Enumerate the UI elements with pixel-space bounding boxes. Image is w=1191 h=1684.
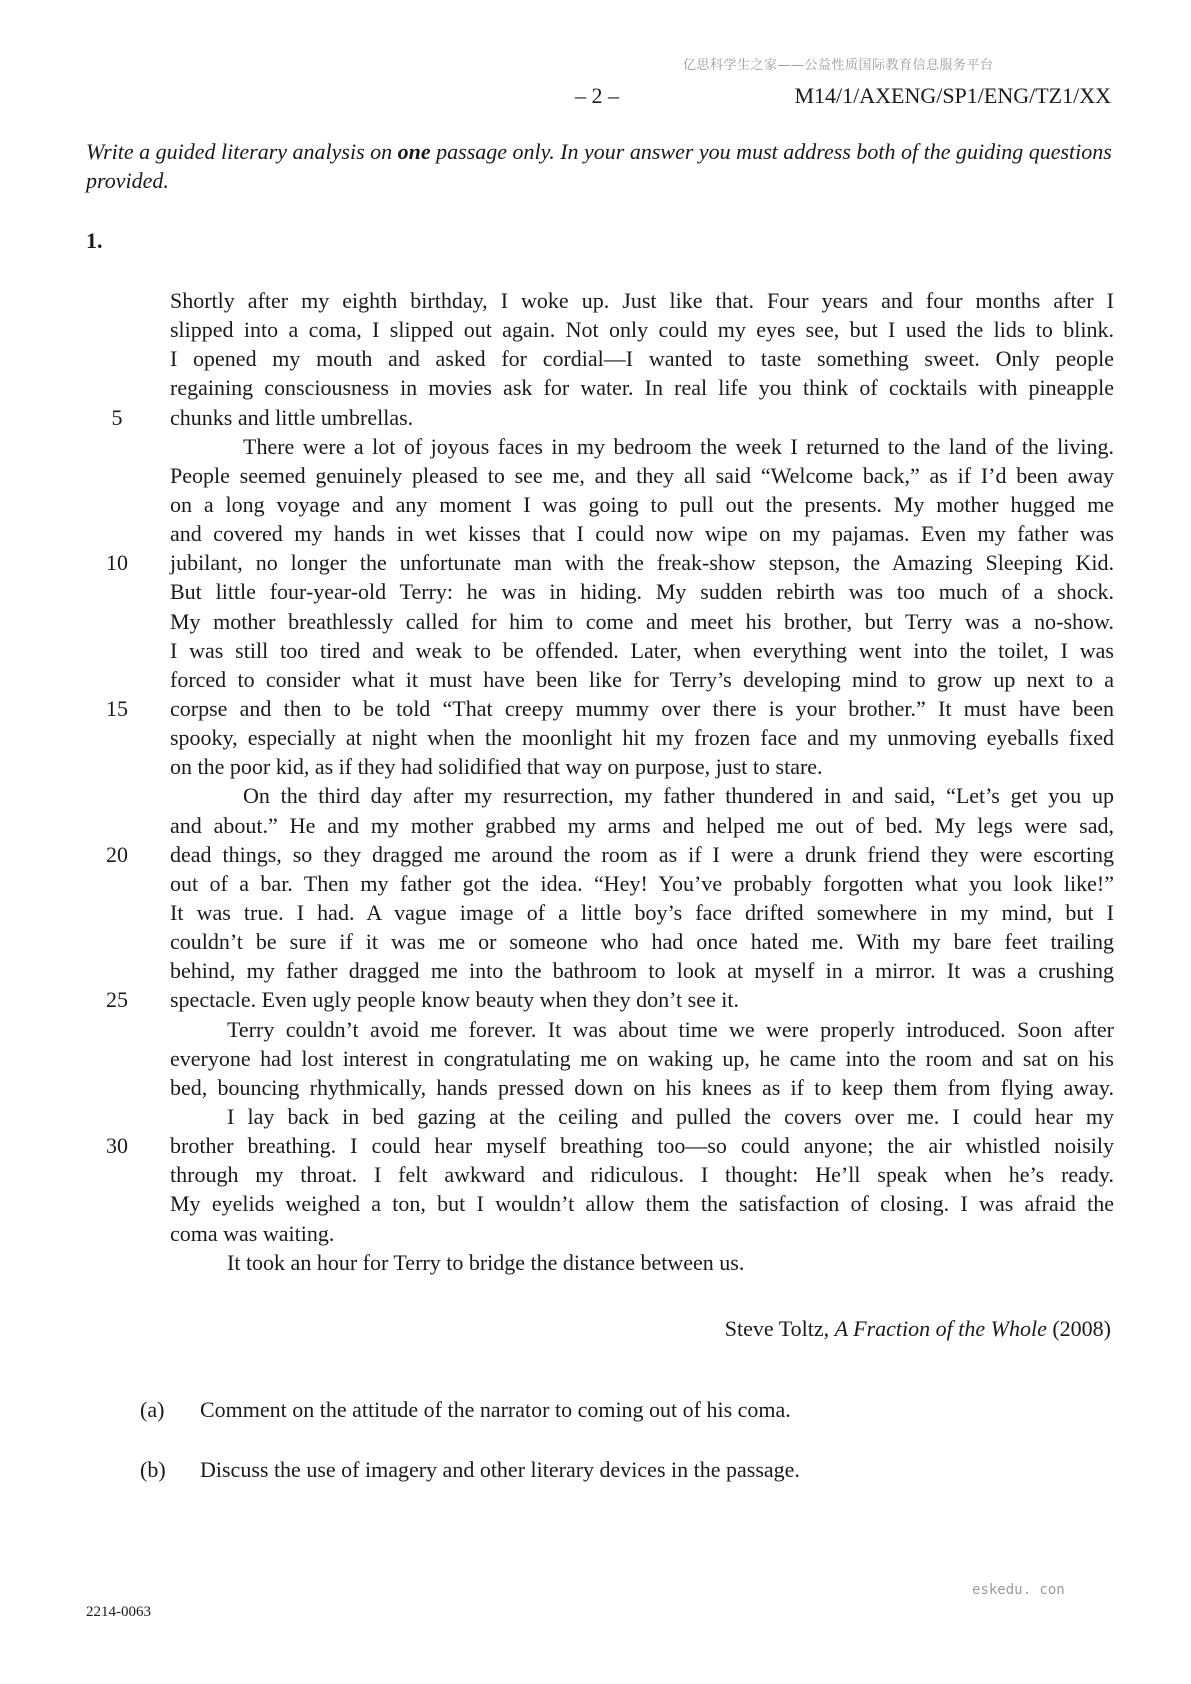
passage-line bbox=[170, 315, 1114, 344]
line-text: jubilant, no longer the unfortunate man with the freak-show stepson, the Amazing Sleeping Kid. bbox=[170, 550, 1114, 576]
passage-line bbox=[170, 1102, 1114, 1131]
footer-watermark: eskedu. con bbox=[972, 1582, 1065, 1598]
line-text: regaining consciousness in movies ask for water. In real life you think of cocktails with pineapple bbox=[170, 375, 1114, 401]
passage-line bbox=[170, 1073, 1114, 1102]
instructions-before: Write a guided literary analysis on bbox=[86, 139, 398, 164]
line-text: Terry couldn’t avoid me forever. It was about time we were properly introduced. Soon after bbox=[227, 1016, 1114, 1042]
page-number: – 2 – bbox=[575, 83, 619, 108]
line-text: spectacle. Even ugly people know beauty when they don’t see it. bbox=[170, 987, 739, 1013]
paper-code: M14/1/AXENG/SP1/ENG/TZ1/XX bbox=[794, 83, 1111, 108]
line-text: My mother breathlessly called for him to come and meet his brother, but Terry was a no-show. bbox=[170, 608, 1114, 634]
attribution-year: (2008) bbox=[1046, 1316, 1111, 1341]
attribution bbox=[725, 1316, 1111, 1342]
line-text: out of a bar. Then my father got the idea. “Hey! You’ve probably forgotten what you look like!” bbox=[170, 870, 1114, 896]
passage-line bbox=[106, 840, 1114, 869]
line-text: I lay back in bed gazing at the ceiling and pulled the covers over me. I could hear my bbox=[227, 1103, 1114, 1129]
passage-line bbox=[170, 781, 1114, 810]
line-text: coma was waiting. bbox=[170, 1220, 335, 1246]
passage-line bbox=[170, 811, 1114, 840]
passage-line bbox=[170, 577, 1114, 606]
line-text: forced to consider what it must have been like for Terry’s developing mind to grow up next to a bbox=[170, 666, 1114, 692]
passage-line bbox=[170, 869, 1114, 898]
passage-line bbox=[170, 519, 1114, 548]
line-text: through my throat. I felt awkward and ridiculous. I thought: He’ll speak when he’s ready. bbox=[170, 1162, 1114, 1188]
line-text: But little four-year-old Terry: he was in hiding. My sudden rebirth was too much of a shock. bbox=[170, 579, 1114, 605]
line-text: bed, bouncing rhythmically, hands pressed down on his knees as if to keep them from flying away. bbox=[170, 1074, 1114, 1100]
line-text: spooky, especially at night when the moonlight hit my frozen face and my unmoving eyeballs fixed bbox=[170, 725, 1114, 751]
question-text: Discuss the use of imagery and other literary devices in the passage. bbox=[200, 1457, 800, 1482]
passage-line bbox=[170, 1219, 1114, 1248]
passage-line bbox=[170, 344, 1114, 373]
line-text: There were a lot of joyous faces in my bedroom the week I returned to the land of the living. bbox=[243, 433, 1114, 459]
passage-line bbox=[170, 461, 1114, 490]
line-number: 5 bbox=[111, 404, 123, 430]
guiding-question-b bbox=[140, 1457, 800, 1483]
line-number: 25 bbox=[106, 987, 128, 1013]
instructions bbox=[86, 137, 1114, 195]
passage-line bbox=[106, 1131, 1114, 1160]
line-text: corpse and then to be told “That creepy mummy over there is your brother.” It must have been bbox=[170, 695, 1114, 721]
question-number: 1. bbox=[86, 228, 103, 253]
line-text: and covered my hands in wet kisses that I could now wipe on my pajamas. Even my father was bbox=[170, 521, 1114, 547]
passage-line bbox=[170, 1015, 1114, 1044]
passage-line bbox=[111, 403, 1114, 432]
question-text: Comment on the attitude of the narrator to coming out of his coma. bbox=[200, 1397, 791, 1422]
passage-line bbox=[170, 1160, 1114, 1189]
line-text: on the poor kid, as if they had solidified that way on purpose, just to stare. bbox=[170, 754, 823, 780]
line-text: It was true. I had. A vague image of a little boy’s face drifted somewhere in my mind, but I bbox=[170, 899, 1114, 925]
passage-line bbox=[170, 490, 1114, 519]
passage-line bbox=[170, 607, 1114, 636]
passage-line bbox=[170, 723, 1114, 752]
line-text: everyone had lost interest in congratulating me on waking up, he came into the room and sat on his bbox=[170, 1045, 1114, 1071]
line-text: and about.” He and my mother grabbed my arms and helped me out of bed. My legs were sad, bbox=[170, 812, 1114, 838]
instructions-emphasis: one bbox=[397, 139, 431, 164]
question-label: (b) bbox=[140, 1457, 166, 1482]
line-text: I opened my mouth and asked for cordial—I wanted to taste something sweet. Only people bbox=[170, 346, 1114, 372]
line-text: brother breathing. I could hear myself breathing too—so could anyone; the air whistled noisily bbox=[170, 1133, 1114, 1159]
passage bbox=[106, 286, 1114, 1277]
passage-line bbox=[170, 373, 1114, 402]
passage-line bbox=[170, 1044, 1114, 1073]
header-watermark: 亿思科学生之家——公益性质国际教育信息服务平台 bbox=[683, 58, 994, 73]
line-text: couldn’t be sure if it was me or someone who had once hated me. With my bare feet trailing bbox=[170, 929, 1114, 955]
line-text: behind, my father dragged me into the bathroom to look at myself in a mirror. It was a crushing bbox=[170, 958, 1114, 984]
line-number: 30 bbox=[106, 1133, 128, 1159]
line-text: Shortly after my eighth birthday, I woke up. Just like that. Four years and four months after I bbox=[170, 288, 1114, 313]
line-text: People seemed genuinely pleased to see me, and they all said “Welcome back,” as if I’d been away bbox=[170, 462, 1114, 488]
line-text: On the third day after my resurrection, my father thundered in and said, “Let’s get you up bbox=[243, 783, 1114, 809]
passage-line bbox=[170, 665, 1114, 694]
line-text: dead things, so they dragged me around the room as if I were a drunk friend they were escorting bbox=[170, 841, 1114, 867]
line-text: slipped into a coma, I slipped out again. Not only could my eyes see, but I used the lids to blink. bbox=[170, 317, 1114, 343]
passage-line bbox=[106, 985, 1114, 1014]
line-text: My eyelids weighed a ton, but I wouldn’t allow them the satisfaction of closing. I was afraid the bbox=[170, 1191, 1114, 1217]
instructions-after: passage only. In your answer you must address both of the guiding questions provided. bbox=[86, 139, 1112, 193]
guiding-question-a bbox=[140, 1397, 791, 1423]
attribution-author: Steve Toltz, bbox=[724, 1316, 835, 1341]
passage-line bbox=[170, 1248, 1114, 1277]
line-text: I was still too tired and weak to be offended. Later, when everything went into the toilet, I was bbox=[170, 637, 1114, 663]
line-text: It took an hour for Terry to bridge the distance between us. bbox=[227, 1249, 745, 1275]
passage-line bbox=[106, 548, 1114, 577]
passage-line bbox=[106, 694, 1114, 723]
passage-line bbox=[170, 432, 1114, 461]
passage-line bbox=[170, 927, 1114, 956]
passage-line bbox=[170, 636, 1114, 665]
passage-line bbox=[170, 898, 1114, 927]
passage-line bbox=[170, 956, 1114, 985]
passage-line bbox=[170, 752, 1114, 781]
question-label: (a) bbox=[140, 1397, 165, 1422]
line-text: chunks and little umbrellas. bbox=[170, 404, 414, 430]
passage-line bbox=[170, 286, 1114, 315]
passage-line bbox=[170, 1189, 1114, 1218]
line-number: 20 bbox=[106, 841, 128, 867]
line-number: 10 bbox=[106, 550, 128, 576]
line-number: 15 bbox=[106, 695, 128, 721]
attribution-title: A Fraction of the Whole bbox=[834, 1316, 1047, 1341]
line-text: on a long voyage and any moment I was going to pull out the presents. My mother hugged me bbox=[170, 491, 1114, 517]
footer-code: 2214-0063 bbox=[86, 1604, 151, 1620]
